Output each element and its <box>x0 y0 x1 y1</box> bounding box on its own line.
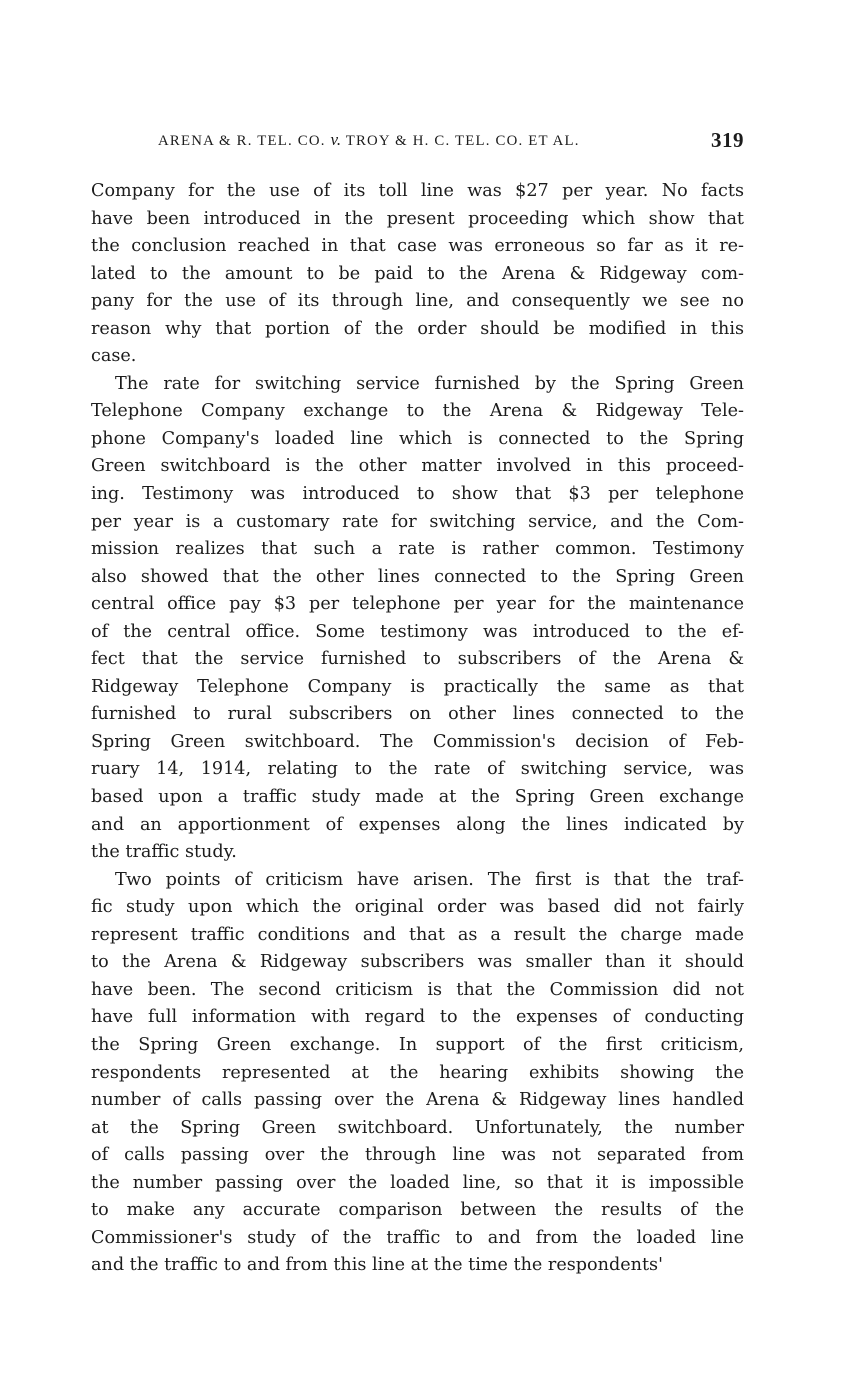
text-line: ing. Testimony was introduced to show that $3 per telephone <box>91 484 744 505</box>
text-line: reason why that portion of the order should be modified in this <box>91 318 744 339</box>
text-line: and an apportionment of expenses along the lines indicated by <box>91 814 744 835</box>
text-line: ruary 14, 1914, relating to the rate of switching service, was <box>91 759 744 780</box>
text-line: case. <box>91 346 137 367</box>
text-line: Two points of criticism have arisen. The first is that the traf- <box>115 869 744 890</box>
text-line: The rate for switching service furnished by the Spring Green <box>115 373 744 394</box>
text-line: phone Company's loaded line which is connected to the Spring <box>91 428 744 449</box>
text-line: central office pay $3 per telephone per year for the maintenance <box>91 594 744 615</box>
text-line: also showed that the other lines connected to the Spring Green <box>91 566 744 587</box>
text-line: and the traffic to and from this line at the time the respondents' <box>91 1255 663 1276</box>
text-line: respondents represented at the hearing exhibits showing the <box>91 1062 744 1083</box>
text-line: number of calls passing over the Arena & Ridgeway lines handled <box>91 1090 744 1111</box>
text-line: Green switchboard is the other matter involved in this proceed- <box>91 456 744 477</box>
body-text <box>91 178 744 1280</box>
text-line: to make any accurate comparison between the results of the <box>91 1200 744 1221</box>
text-line: Ridgeway Telephone Company is practically the same as that <box>91 676 744 697</box>
text-line: fic study upon which the original order was based did not fairly <box>91 897 744 918</box>
text-line: lated to the amount to be paid to the Arena & Ridgeway com- <box>91 263 744 284</box>
text-line: the Spring Green exchange. In support of the first criticism, <box>91 1034 744 1055</box>
text-line: furnished to rural subscribers on other lines connected to the <box>91 704 744 725</box>
text-line: Company for the use of its toll line was $27 per year. No facts <box>91 181 744 201</box>
text-line: the traffic study. <box>91 842 237 863</box>
text-line: represent traffic conditions and that as a result the charge made <box>91 924 744 945</box>
text-line: to the Arena & Ridgeway subscribers was smaller than it should <box>91 952 744 973</box>
paragraph <box>91 867 744 1280</box>
page-number: 319 <box>711 127 744 152</box>
text-line: have full information with regard to the expenses of conducting <box>91 1007 744 1028</box>
paragraph <box>91 371 744 867</box>
running-head-versus: v. <box>330 130 342 149</box>
text-line: fect that the service furnished to subscribers of the Arena & <box>91 649 744 670</box>
running-head-title-part-1: ARENA & R. TEL. CO. <box>158 133 331 149</box>
text-line: Spring Green switchboard. The Commission's decision of Feb- <box>91 731 744 752</box>
text-line: mission realizes that such a rate is rather common. Testimony <box>91 539 744 560</box>
running-head-title-part-2: TROY & H. C. TEL. CO. ET AL. <box>341 133 580 149</box>
text-line: at the Spring Green switchboard. Unfortunately, the number <box>91 1117 744 1138</box>
text-line: of calls passing over the through line was not separated from <box>91 1145 744 1166</box>
text-line: pany for the use of its through line, and consequently we see no <box>91 291 744 312</box>
running-head <box>158 126 744 154</box>
text-line: Telephone Company exchange to the Arena & Ridgeway Tele- <box>91 401 744 422</box>
text-line: have been. The second criticism is that the Commission did not <box>91 979 744 1000</box>
text-line: the number passing over the loaded line, so that it is impossible <box>91 1172 744 1193</box>
text-line: of the central office. Some testimony was introduced to the ef- <box>91 621 744 642</box>
paragraph <box>91 178 744 371</box>
text-line: Commissioner's study of the traffic to and from the loaded line <box>91 1227 744 1248</box>
text-line: the conclusion reached in that case was erroneous so far as it re- <box>91 236 744 257</box>
text-line: based upon a traffic study made at the Spring Green exchange <box>91 787 744 808</box>
text-line: per year is a customary rate for switching service, and the Com- <box>91 511 744 532</box>
running-head-title <box>158 130 580 150</box>
text-line: have been introduced in the present proceeding which show that <box>91 208 744 229</box>
